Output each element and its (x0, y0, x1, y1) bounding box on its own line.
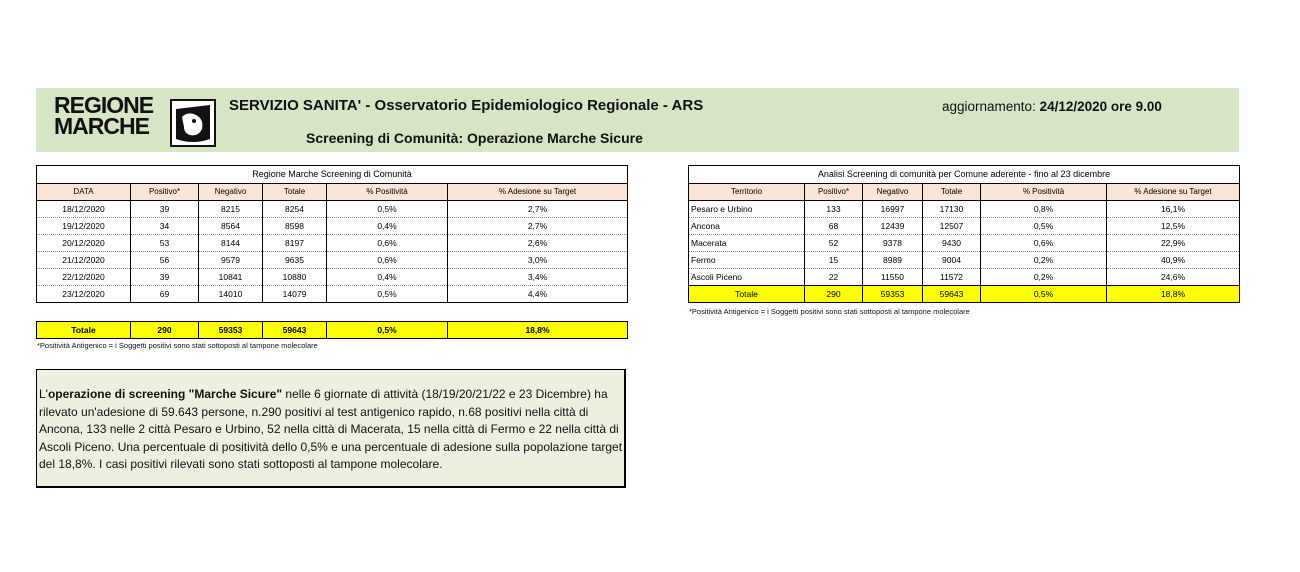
column-header: % Adesione su Target (448, 184, 628, 201)
table-row: 19/12/2020 34 8564 8598 0,4% 2,7% (37, 218, 628, 235)
table-row: Ascoli Piceno 22 11550 11572 0,2% 24,6% (689, 269, 1240, 286)
table-row: 21/12/2020 56 9579 9635 0,6% 3,0% (37, 252, 628, 269)
table-row: 18/12/2020 39 8215 8254 0,5% 2,7% (37, 201, 628, 218)
column-header: DATA (37, 184, 131, 201)
column-header: Positivo* (131, 184, 199, 201)
column-header: Territorio (689, 184, 805, 201)
summary-highlight: operazione di screening "Marche Sicure" (47, 387, 283, 401)
footnote: *Positività Antigenico = i Soggetti positivi sono stati sottoposti al tampone molecolare (37, 341, 318, 350)
total-row: Totale 290 59353 59643 0,5% 18,8% (37, 322, 628, 339)
table-row: 23/12/2020 69 14010 14079 0,5% 4,4% (37, 286, 628, 303)
table-row: 22/12/2020 39 10841 10880 0,4% 3,4% (37, 269, 628, 286)
regional-total-table (36, 321, 628, 339)
table-row: Ancona 68 12439 12507 0,5% 12,5% (689, 218, 1240, 235)
logo-emblem-icon (170, 99, 216, 147)
column-header: % Adesione su Target (1107, 184, 1240, 201)
table-row: 20/12/2020 53 8144 8197 0,6% 2,6% (37, 235, 628, 252)
page-subtitle: Screening di Comunità: Operazione Marche Sicure (306, 130, 643, 146)
regional-screening-table (36, 165, 628, 303)
column-header: Totale (923, 184, 981, 201)
column-header: Positivo* (805, 184, 863, 201)
table-row: Macerata 52 9378 9430 0,6% 22,9% (689, 235, 1240, 252)
page-title: SERVIZIO SANITA' - Osservatorio Epidemiologico Regionale - ARS (229, 97, 704, 114)
column-header: Negativo (863, 184, 923, 201)
table-row: Pesaro e Urbino 133 16997 17130 0,8% 16,1% (689, 201, 1240, 218)
update-value: 24/12/2020 ore 9.00 (1039, 99, 1162, 114)
table-caption: Regione Marche Screening di Comunità (37, 166, 628, 184)
update-info (942, 99, 1162, 114)
footnote: *Positività Antigenico = i Soggetti positivi sono stati sottoposti al tampone molecolare (689, 307, 970, 316)
total-row: Totale 290 59353 59643 0,5% 18,8% (689, 286, 1240, 303)
update-label: aggiornamento: (942, 99, 1040, 114)
table-caption: Analisi Screening di comunità per Comune aderente - fino al 23 dicembre (689, 166, 1240, 184)
column-header: % Positività (981, 184, 1107, 201)
summary-box (36, 369, 626, 488)
table-row: Fermo 15 8989 9004 0,2% 40,9% (689, 252, 1240, 269)
column-header: Negativo (199, 184, 263, 201)
column-header: Totale (263, 184, 327, 201)
regione-marche-logo (54, 92, 224, 147)
logo-text: REGIONE MARCHE (54, 92, 154, 139)
column-header: % Positività (327, 184, 448, 201)
summary-text: L'operazione di screening "Marche Sicure" nelle 6 giornate di attività (18/19/20/21/22 e 23 Dicembre) ha rilevato un'adesione di 59.643 persone, n.290 positivi al test antigenico rapido, n.68 positivi nella città di Ancona, 133 nelle 2 città Pesaro e Urbino, 52 nella città di Macerata, 15 nella città di Fermo e 22 nella città di Ascoli Piceno. Una percentuale di positività dello 0,5% e una percentuale di adesione sulla popolazione target del 18,8%. I casi positivi rilevati sono stati sottoposti al tampone molecolare. (39, 387, 623, 471)
municipality-screening-table (688, 165, 1240, 303)
page-header (36, 88, 1239, 152)
